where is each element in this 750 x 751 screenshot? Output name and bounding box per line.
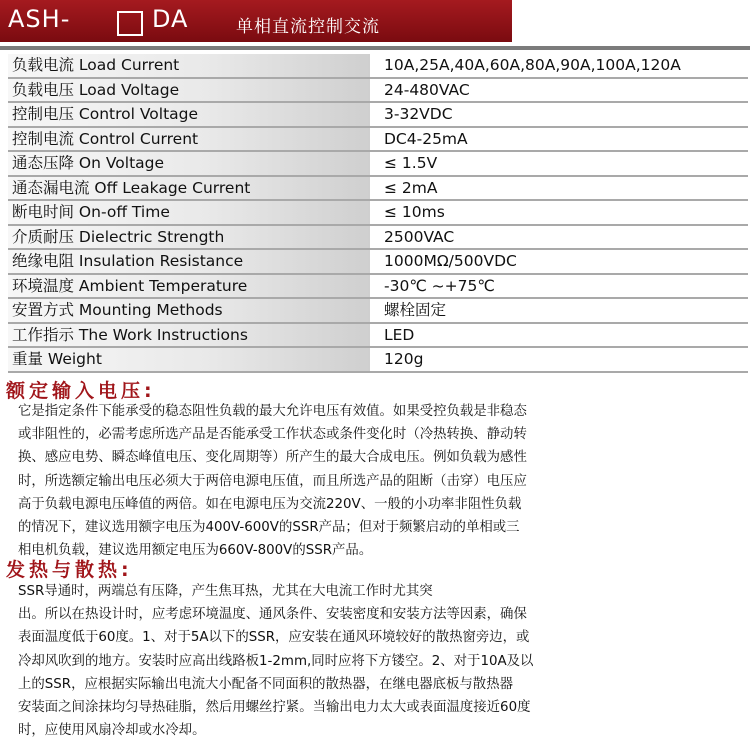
spec-value: ≤ 10ms (380, 200, 748, 225)
spec-label: 通态压降 On Voltage (8, 151, 370, 176)
paragraph-line: 冷却风吹到的地方。安装时应高出线路板1-2mm,同时应将下方镂空。2、对于10A及以 (18, 653, 534, 669)
spec-row (8, 200, 748, 225)
spec-label: 环境温度 Ambient Temperature (8, 274, 370, 299)
rated-voltage-paragraph (18, 400, 746, 562)
spec-label: 工作指示 The Work Instructions (8, 323, 370, 348)
spec-separator (370, 274, 380, 299)
spec-separator (370, 200, 380, 225)
spec-value: 2500VAC (380, 225, 748, 250)
spec-value: 24-480VAC (380, 78, 748, 103)
paragraph-line: SSR导通时，两端总有压降，产生焦耳热，尤其在大电流工作时尤其突 (18, 584, 433, 599)
spec-value: -30℃ ~+75℃ (380, 274, 748, 299)
spec-row (8, 274, 748, 299)
spec-row (8, 298, 748, 323)
spec-row (8, 225, 748, 250)
spec-label: 控制电流 Control Current (8, 127, 370, 152)
spec-label: 通态漏电流 Off Leakage Current (8, 176, 370, 201)
spec-label: 控制电压 Control Voltage (8, 102, 370, 127)
spec-row (8, 102, 748, 127)
spec-label: 负载电压 Load Voltage (8, 78, 370, 103)
spec-value: 10A,25A,40A,60A,80A,90A,100A,120A (380, 54, 748, 78)
paragraph-line: 时，所选额定输出电压必须大于两倍电源电压值，而且所选产品的阻断（击穿）电压应 (18, 473, 527, 489)
header-divider (0, 46, 750, 50)
paragraph-line: 上的SSR，应根据实际输出电流大小配备不同面积的散热器，在继电器底板与散热器 (18, 676, 513, 692)
spec-separator (370, 249, 380, 274)
model-placeholder-box (117, 11, 143, 36)
spec-separator (370, 54, 380, 78)
rated-voltage-title: 额定输入电压: (6, 380, 156, 402)
spec-row (8, 347, 748, 372)
spec-label: 负载电流 Load Current (8, 54, 370, 78)
spec-label: 断电时间 On-off Time (8, 200, 370, 225)
spec-value: 螺栓固定 (380, 298, 748, 323)
spec-separator (370, 151, 380, 176)
paragraph-line: 安装面之间涂抹均匀导热硅脂，然后用螺丝拧紧。当输出电力太大或表面温度接近60度 (18, 700, 531, 716)
spec-row (8, 323, 748, 348)
spec-separator (370, 347, 380, 372)
paragraph-line: 它是指定条件下能承受的稳态阻性负载的最大允许电压有效值。如果受控负载是非稳态 (18, 404, 527, 419)
spec-row (8, 249, 748, 274)
spec-label: 安置方式 Mounting Methods (8, 298, 370, 323)
paragraph-line: 的情况下，建议选用额字电压为400V-600V的SSR产品；但对于频繁启动的单相或三 (18, 520, 520, 536)
model-prefix: ASH- (8, 5, 71, 33)
spec-separator (370, 127, 380, 152)
title-banner (0, 0, 512, 42)
heat-section-title: 发热与散热: (6, 559, 133, 581)
spec-row (8, 151, 748, 176)
spec-value: ≤ 1.5V (380, 151, 748, 176)
spec-row (8, 78, 748, 103)
paragraph-line: 换、感应电势、瞬态峰值电压、变化周期等）所产生的最大合成电压。例如负载为感性 (18, 450, 527, 466)
paragraph-line: 时，应使用风扇冷却或水冷却。 (18, 723, 206, 739)
spec-value: 120g (380, 347, 748, 372)
spec-row (8, 176, 748, 201)
model-suffix: DA (152, 5, 189, 33)
spec-row (8, 54, 748, 78)
spec-separator (370, 225, 380, 250)
spec-value: 3-32VDC (380, 102, 748, 127)
spec-label: 重量 Weight (8, 347, 370, 372)
paragraph-line: 表面温度低于60度。1、对于5A以下的SSR，应安装在通风环境较好的散热窗旁边，或 (18, 630, 530, 646)
spec-separator (370, 298, 380, 323)
spec-separator (370, 78, 380, 103)
spec-separator (370, 102, 380, 127)
spec-value: 1000MΩ/500VDC (380, 249, 748, 274)
spec-row (8, 127, 748, 152)
paragraph-line: 出。所以在热设计时，应考虑环境温度、通风条件、安装密度和安装方法等因素，确保 (18, 607, 527, 623)
spec-table (8, 54, 748, 373)
spec-value: ≤ 2mA (380, 176, 748, 201)
paragraph-line: 或非阻性的，必需考虑所选产品是否能承受工作状态或条件变化时（冷热转换、静动转 (18, 427, 527, 443)
spec-label: 绝缘电阻 Insulation Resistance (8, 249, 370, 274)
spec-value: DC4-25mA (380, 127, 748, 152)
spec-label: 介质耐压 Dielectric Strength (8, 225, 370, 250)
banner-subtitle: 单相直流控制交流 (236, 17, 380, 37)
spec-separator (370, 323, 380, 348)
paragraph-line: 高于负载电源电压峰值的两倍。如在电源电压为交流220V、一般的小功率非阻性负载 (18, 496, 522, 512)
heat-paragraph (18, 580, 746, 742)
spec-separator (370, 176, 380, 201)
spec-value: LED (380, 323, 748, 348)
paragraph-line: 相电机负载，建议选用额定电压为660V-800V的SSR产品。 (18, 543, 373, 559)
